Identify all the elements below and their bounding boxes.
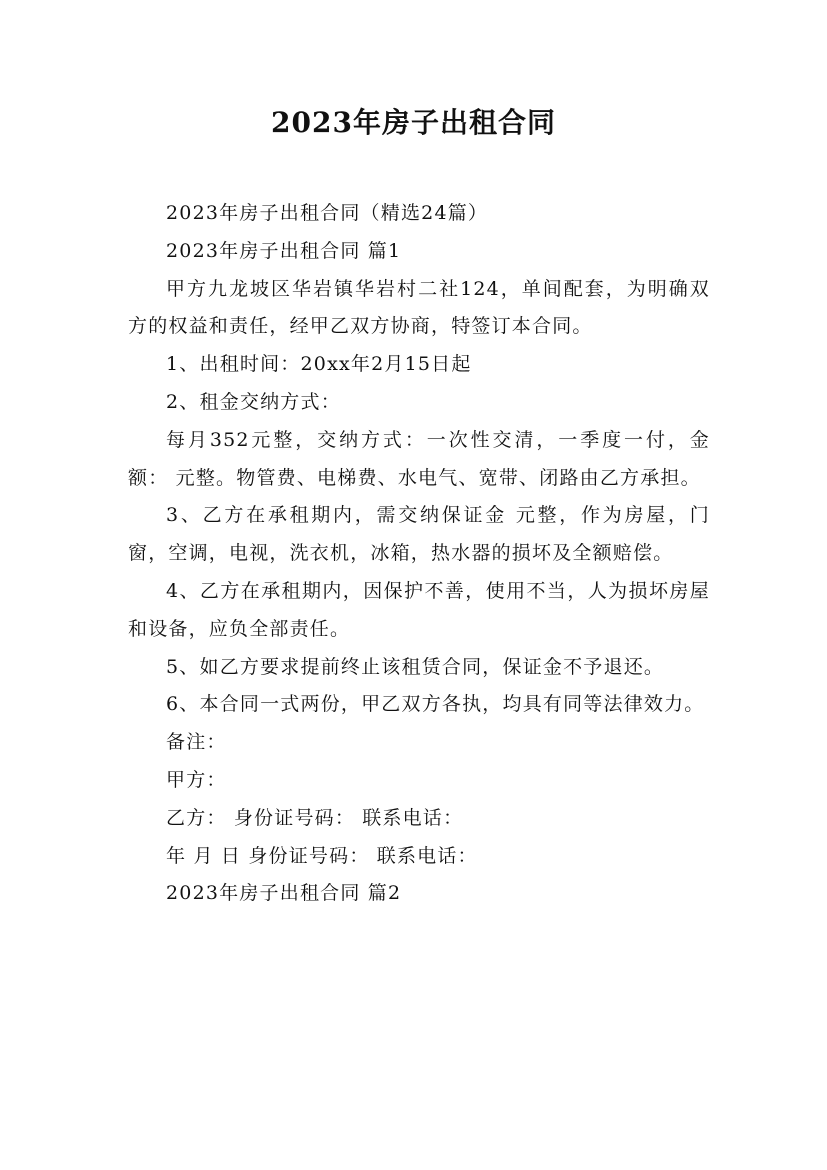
paragraph-party-b: 乙方： 身份证号码： 联系电话： — [166, 806, 464, 829]
paragraph-section-heading-2: 2023年房子出租合同 篇2 — [166, 882, 402, 905]
paragraph-clause-5: 5、如乙方要求提前终止该租赁合同，保证金不予退还。 — [166, 655, 665, 678]
paragraph-clause-3: 3、乙方在承租期内，需交纳保证金 元整，作为房屋，门窗，空调，电视，洗衣机，冰箱，热水器的损坏及全额赔偿。 — [128, 504, 710, 565]
document-body — [128, 195, 710, 913]
paragraph-party-a: 甲方： — [166, 768, 227, 791]
paragraph-clause-4: 4、乙方在承租期内，因保护不善，使用不当，人为损坏房屋和设备，应负全部责任。 — [128, 579, 710, 640]
paragraph-clause-2: 2、租金交纳方式： — [166, 390, 341, 413]
paragraph-section-heading-1: 2023年房子出租合同 篇1 — [166, 239, 402, 262]
paragraph-collection-heading: 2023年房子出租合同（精选24篇） — [166, 202, 489, 224]
paragraph-clause-1: 1、出租时间：20xx年2月15日起 — [166, 353, 472, 376]
paragraph-intro: 甲方九龙坡区华岩镇华岩村二社124，单间配套，为明确双方的权益和责任，经甲乙双方协商，特签订本合同。 — [128, 277, 710, 338]
paragraph-remarks: 备注： — [166, 731, 227, 754]
paragraph-rent-details: 每月352元整，交纳方式：一次性交清，一季度一付，金额： 元整。物管费、电梯费、水电气、宽带、闭路由乙方承担。 — [128, 428, 710, 489]
paragraph-clause-6: 6、本合同一式两份，甲乙双方各执，均具有同等法律效力。 — [166, 693, 705, 716]
paragraph-date-line: 年 月 日 身份证号码： 联系电话： — [166, 844, 478, 867]
document-title: 2023年房子出租合同 — [271, 106, 556, 139]
